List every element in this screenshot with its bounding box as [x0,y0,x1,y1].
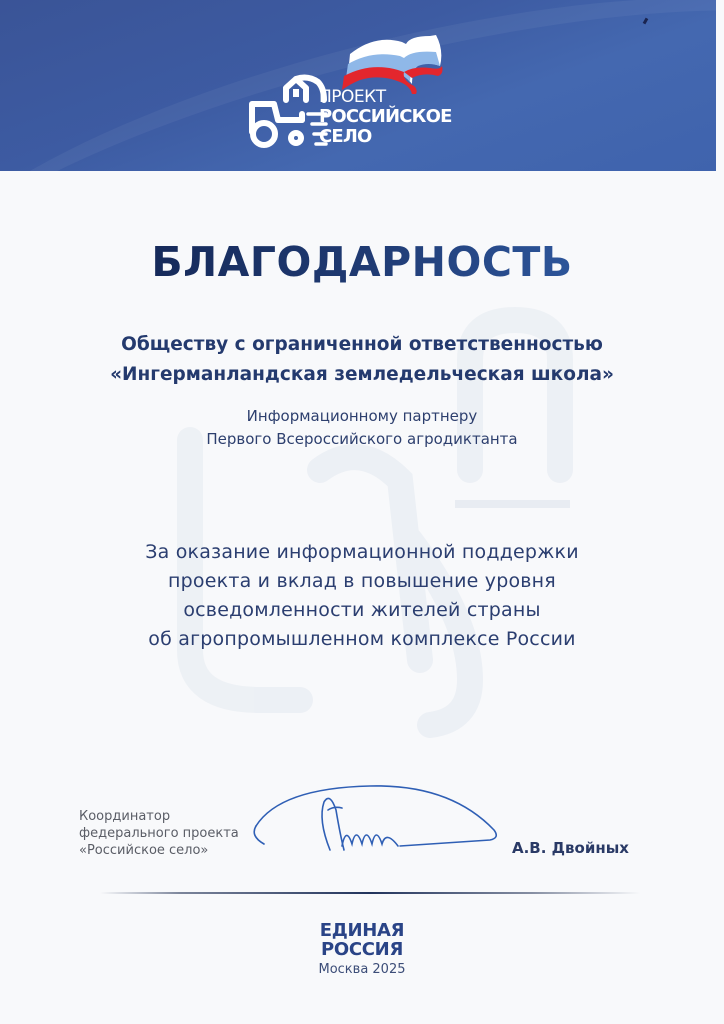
party-line-2: РОССИЯ [320,939,404,960]
position-line-3: «Российское село» [79,843,209,858]
logo-line-1: ПРОЕКТ [319,87,386,107]
position-line-2: федерального проекта [79,826,239,841]
header-banner [0,0,716,171]
position-line-1: Координатор [79,809,171,824]
recipient-block [0,330,724,390]
scan-speck [643,18,649,25]
partner-line-1: Информационному партнеру [246,407,478,425]
russia-flag-icon [340,32,448,94]
signer-position [79,808,239,859]
reason-block [0,538,724,654]
reason-line-4: об агропромышленном комплексе России [148,628,576,650]
recipient-line-1: Обществу с ограниченной ответственностью [121,334,603,355]
reason-line-2: проекта и вклад в повышение уровня [168,570,556,592]
recipient-line-2: «Ингерманландская земледельческая школа» [110,364,614,385]
project-logo-text [319,87,452,147]
city-year: Москва 2025 [318,962,406,977]
tractor-farm-icon [244,74,328,152]
footer-divider [100,892,640,894]
reason-line-1: За оказание информационной поддержки [145,541,579,563]
signer-name: А.В. Двойных [512,839,629,857]
logo-line-2: РОССИЙСКОЕ [319,106,452,127]
handwritten-signature [250,780,510,870]
logo-line-3: СЕЛО [319,126,372,147]
party-logo-text [0,921,724,959]
partner-line-2: Первого Всероссийского агродиктанта [206,430,518,448]
project-logo [244,32,484,152]
partner-block [0,405,724,451]
document-title-text: БЛАГОДАРНОСТЬ [151,238,573,286]
footer [0,921,724,977]
party-line-1: ЕДИНАЯ [319,920,405,941]
reason-line-3: осведомленности жителей страны [183,599,541,621]
document-title [0,238,724,286]
